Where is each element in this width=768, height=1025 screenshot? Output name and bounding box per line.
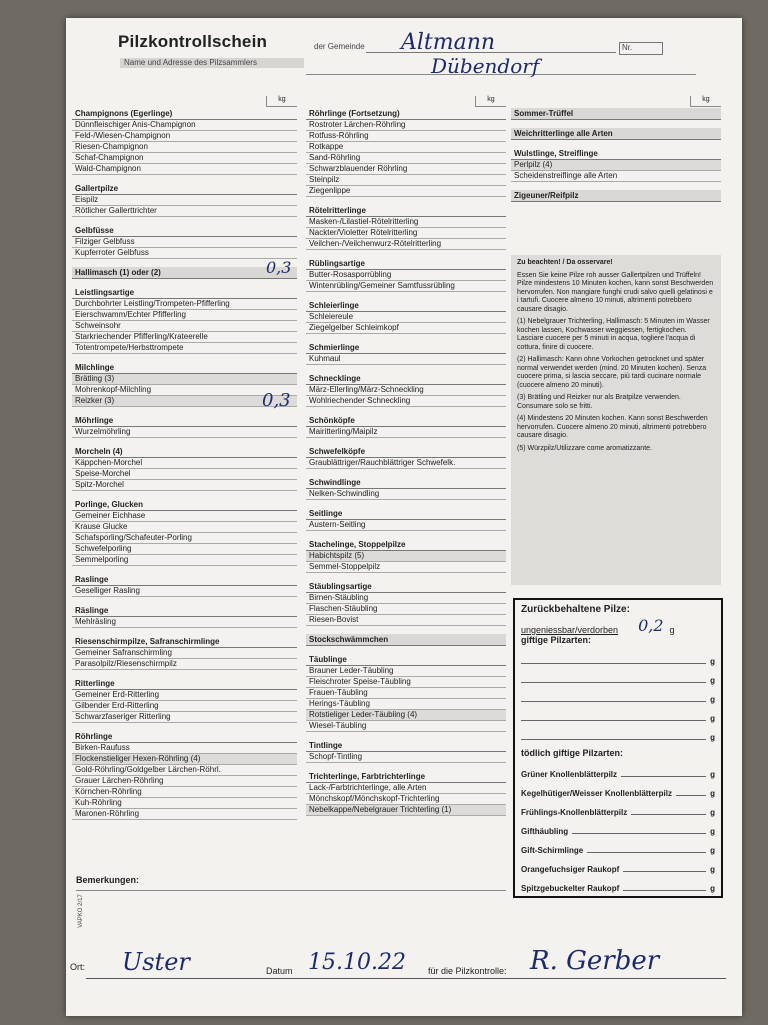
species-row[interactable]: Brauner Leder-Täubling [306, 666, 506, 677]
species-row[interactable]: Semmel-Stoppelpilz [306, 562, 506, 573]
species-row[interactable]: Riesen-Champignon [72, 142, 297, 153]
species-row[interactable]: Rotstieliger Leder-Täubling (4) [306, 710, 506, 721]
deadly-species: Kegelhütiger/Weisser Knollenblätterpilz [521, 789, 672, 798]
group-schönköpfe [306, 415, 506, 438]
group-gelbfüsse [72, 225, 297, 259]
species-row[interactable]: Eierschwamm/Echter Pfifferling [72, 310, 297, 321]
group-heading: Gallertpilze [72, 183, 297, 195]
unit-g: g [710, 789, 715, 798]
species-row[interactable]: Gilbender Erd-Ritterling [72, 701, 297, 712]
group-morcheln-4 [72, 446, 297, 491]
species-row[interactable]: Kuhmaul [306, 354, 506, 365]
group-heading: Röhrlinge [72, 731, 297, 743]
group-heading: Röhrlinge (Fortsetzung) [306, 108, 506, 120]
species-row[interactable]: Ziegenlippe [306, 186, 506, 197]
group-gallertpilze [72, 183, 297, 217]
species-row[interactable]: Schwarzfaseriger Ritterling [72, 712, 297, 723]
species-row[interactable]: Maronen-Röhrling [72, 809, 297, 820]
group-heading: Gelbfüsse [72, 225, 297, 237]
datum-label: Datum [266, 966, 293, 976]
species-row[interactable]: Perlpilz (4) [511, 160, 721, 171]
species-row[interactable]: Birnen-Stäubling [306, 593, 506, 604]
deadly-entry[interactable] [521, 836, 715, 855]
deadly-entry[interactable] [521, 779, 715, 798]
hallimasch-weight: 0,3 [266, 258, 292, 277]
species-row[interactable]: Steinpilz [306, 175, 506, 186]
species-row[interactable]: Speise-Morchel [72, 469, 297, 480]
unit-g: g [710, 695, 715, 704]
toxic-entry[interactable] [521, 647, 715, 666]
species-row[interactable]: Sand-Röhrling [306, 153, 506, 164]
deadly-title: tödlich giftige Pilzarten: [521, 748, 624, 758]
species-row[interactable]: Semmelporling [72, 555, 297, 566]
kontrolle-label: für die Pilzkontrolle: [428, 966, 507, 976]
notice-title: Zu beachten! / Da osservare! [517, 259, 613, 266]
species-row[interactable]: Gemeiner Erd-Ritterling [72, 690, 297, 701]
species-row[interactable]: Eispilz [72, 195, 297, 206]
species-row[interactable]: Riesen-Bovist [306, 615, 506, 626]
gemeinde-label: der Gemeinde [314, 42, 365, 51]
group-heading: Täublinge [306, 654, 506, 666]
inedible-label: ungeniessbar/verdorben [521, 625, 619, 635]
unit-g: g [710, 808, 715, 817]
group-heading: Stachelinge, Stoppelpilze [306, 539, 506, 551]
species-row[interactable]: Herings-Täubling [306, 699, 506, 710]
toxic-title: giftige Pilzarten: [521, 635, 592, 645]
column-left [72, 96, 297, 876]
species-row[interactable]: Geselliger Rasling [72, 586, 297, 597]
species-row[interactable]: Käppchen-Morchel [72, 458, 297, 469]
species-row[interactable]: Wurzelmöhrling [72, 427, 297, 438]
species-row[interactable]: Scheidenstreiflinge alle Arten [511, 171, 721, 182]
group-trichterlinge-farbtrichterlinge [306, 771, 506, 816]
ort-value: Uster [122, 948, 190, 976]
species-row[interactable]: Schafsporling/Schafeuter-Porling [72, 533, 297, 544]
species-row[interactable]: Habichtspilz (5) [306, 551, 506, 562]
group-hallimasch-1-oder-2 [72, 267, 297, 279]
species-row[interactable]: Spitz-Morchel [72, 480, 297, 491]
group-heading: Leistlingsartige [72, 287, 297, 299]
group-rötelritterlinge [306, 205, 506, 250]
group-schwindlinge [306, 477, 506, 500]
species-row[interactable]: Reizker (3) [72, 396, 297, 407]
species-row[interactable]: Nackter/Violetter Rötelritterling [306, 228, 506, 239]
unit-g: g [710, 846, 715, 855]
column-middle [306, 96, 506, 876]
group-ritterlinge [72, 678, 297, 723]
species-row[interactable]: Ziegelgelber Schleimkopf [306, 323, 506, 334]
species-row[interactable]: Grauer Lärchen-Röhrling [72, 776, 297, 787]
group-röhrlinge-fortsetzung [306, 108, 506, 197]
column-right [511, 96, 721, 246]
deadly-species: Grüner Knollenblätterpilz [521, 770, 618, 779]
group-heading: Hallimasch (1) oder (2) [72, 267, 297, 279]
unit-g: g [710, 884, 715, 893]
group-täublinge [306, 654, 506, 732]
group-heading: Schwindlinge [306, 477, 506, 489]
name-label: Name und Adresse des Pilzsammlers [120, 58, 304, 68]
species-row[interactable]: Feld-/Wiesen-Champignon [72, 131, 297, 142]
notice-p1: Essen Sie keine Pilze roh ausser Gallertpilzen und Trüffeln! Pilze mindestens 10 Minuten kochen, kann sonst Beschwerden hervorrufen. Non mangiare funghi crudi salvo quelli gelatinosi e i tartufi. Cuocere almeno 10 minuti, altrimenti potrebbero causare disagio. [517, 271, 714, 313]
group-heading: Stäublingsartige [306, 581, 506, 593]
group-schwefelköpfe [306, 446, 506, 469]
toxic-entry[interactable] [521, 666, 715, 685]
species-row[interactable]: Flockenstieliger Hexen-Röhrling (4) [72, 754, 297, 765]
handwritten-address: Dübendorf [431, 54, 540, 78]
group-stäublingsartige [306, 581, 506, 626]
group-heading: Rötelritterlinge [306, 205, 506, 217]
kg-header: kg [475, 96, 506, 107]
species-row[interactable]: Veilchen-/Veilchenwurz-Rötelritterling [306, 239, 506, 250]
deadly-entry[interactable] [521, 798, 715, 817]
retained-mushrooms-box [513, 598, 723, 898]
species-row[interactable]: Schweinsohr [72, 321, 297, 332]
group-möhrlinge [72, 415, 297, 438]
group-heading: Champignons (Egerlinge) [72, 108, 297, 120]
reizker-weight: 0,3 [262, 390, 291, 411]
group-heading: Trichterlinge, Farbtrichterlinge [306, 771, 506, 783]
inedible-unit: g [669, 625, 675, 635]
species-row[interactable]: Schwefelporling [72, 544, 297, 555]
group-schleierlinge [306, 300, 506, 334]
group-tintlinge [306, 740, 506, 763]
group-heading: Riesenschirmpilze, Safranschirmlinge [72, 636, 297, 648]
species-row[interactable]: Wintenrübling/Gemeiner Samtfussrübling [306, 281, 506, 292]
form-code: VAPKO 2/17 [77, 894, 84, 928]
notice-p3: (2) Hallimasch: Kann ohne Vorkochen getrocknet und später normal verwendet werden (mind. 20 Minuten kochen). Senza cuocere prima, si lascia seccare, più tardi cucinare normale (cuocere almeno 20 minuti). [517, 356, 707, 389]
group-sommer-trüffel [511, 108, 721, 120]
unit-g: g [710, 714, 715, 723]
group-schnecklinge [306, 373, 506, 407]
group-heading: Seitlinge [306, 508, 506, 520]
species-row[interactable]: Lack-/Farbtrichterlinge, alle Arten [306, 783, 506, 794]
notice-panel [511, 255, 721, 585]
species-row[interactable]: Frauen-Täubling [306, 688, 506, 699]
species-row[interactable]: Mehlräsling [72, 617, 297, 628]
group-röhrlinge [72, 731, 297, 820]
notice-p4: (3) Brätling und Reizker nur als Bratpilze verwenden. Consumare solo se fritti. [517, 394, 681, 410]
footer-line [86, 978, 726, 979]
species-row[interactable]: Birken-Raufuss [72, 743, 297, 754]
species-row[interactable]: Krause Glucke [72, 522, 297, 533]
species-row[interactable]: Gemeiner Safranschirmling [72, 648, 297, 659]
deadly-species: Frühlings-Knollenblätterpilz [521, 808, 628, 817]
group-heading: Schmierlinge [306, 342, 506, 354]
species-row[interactable]: Rötlicher Gallerttrichter [72, 206, 297, 217]
group-heading: Raslinge [72, 574, 297, 586]
retained-title: Zurückbehaltene Pilze: [521, 604, 630, 615]
kg-header: kg [266, 96, 297, 107]
group-heading: Räslinge [72, 605, 297, 617]
species-row[interactable]: Schopf-Tintling [306, 752, 506, 763]
group-heading: Morcheln (4) [72, 446, 297, 458]
species-row[interactable]: Schaf-Champignon [72, 153, 297, 164]
group-rüblingsartige [306, 258, 506, 292]
toxic-entry[interactable] [521, 704, 715, 723]
group-stockschwämmchen [306, 634, 506, 646]
group-zigeuner-reifpilz [511, 190, 721, 202]
species-row[interactable]: Wiesel-Täubling [306, 721, 506, 732]
ort-label: Ort: [70, 962, 85, 972]
group-heading: Zigeuner/Reifpilz [511, 190, 721, 202]
species-row[interactable]: Nebelkappe/Nebelgrauer Trichterling (1) [306, 805, 506, 816]
group-leistlingsartige [72, 287, 297, 354]
species-row[interactable]: Totentrompete/Herbsttrompete [72, 343, 297, 354]
group-wulstlinge-streiflinge [511, 148, 721, 182]
deadly-entry[interactable] [521, 817, 715, 836]
unit-g: g [710, 733, 715, 742]
unit-g: g [710, 676, 715, 685]
group-heading: Schleierlinge [306, 300, 506, 312]
group-heading: Milchlinge [72, 362, 297, 374]
group-heading: Weichritterlinge alle Arten [511, 128, 721, 140]
group-heading: Ritterlinge [72, 678, 297, 690]
group-heading: Tintlinge [306, 740, 506, 752]
unit-g: g [710, 657, 715, 666]
species-row[interactable]: Mohrenkopf-Milchling [72, 385, 297, 396]
kg-header: kg [690, 96, 721, 107]
species-row[interactable]: Fleischroter Speise-Täubling [306, 677, 506, 688]
unit-g: g [710, 770, 715, 779]
handwritten-name: Altmann [401, 30, 496, 55]
group-heading: Wulstlinge, Streiflinge [511, 148, 721, 160]
notice-p2: (1) Nebelgrauer Trichterling, Hallimasch: 5 Minuten im Wasser kochen lassen, Kochwasser weggiessen, fertigkochen. Lasciare cuocere per 5 minuti in acqua, togliere l'acqua di cottura, finire di cuocere. [517, 318, 710, 351]
unit-g: g [710, 827, 715, 836]
species-row[interactable]: Gemeiner Eichhase [72, 511, 297, 522]
species-row[interactable]: Masken-/Lilastiel-Rötelritterling [306, 217, 506, 228]
species-row[interactable]: Starkriechender Pfifferling/Krateerelle [72, 332, 297, 343]
group-heading: Schönköpfe [306, 415, 506, 427]
remarks-field[interactable] [76, 890, 506, 941]
notice-p6: (5) Würzpilz/Utilizzare come aromatizzante. [517, 444, 652, 452]
group-heading: Porlinge, Glucken [72, 499, 297, 511]
unit-g: g [710, 865, 715, 874]
species-row[interactable]: Rotkappe [306, 142, 506, 153]
species-row[interactable]: Kupferroter Gelbfuss [72, 248, 297, 259]
group-champignons-egerlinge [72, 108, 297, 175]
group-heading: Rüblingsartige [306, 258, 506, 270]
group-heading: Schnecklinge [306, 373, 506, 385]
page-title: Pilzkontrollschein [118, 32, 268, 51]
species-row[interactable]: Kuh-Röhrling [72, 798, 297, 809]
species-row[interactable]: Gold-Röhrling/Goldgelber Lärchen-Röhrl. [72, 765, 297, 776]
controller-signature: R. Gerber [530, 946, 660, 976]
species-row[interactable]: Brätling (3) [72, 374, 297, 385]
species-row[interactable]: Durchbohrter Leistling/Trompeten-Pfifferling [72, 299, 297, 310]
group-stachelinge-stoppelpilze [306, 539, 506, 573]
species-row[interactable]: Nelken-Schwindling [306, 489, 506, 500]
group-raslinge [72, 574, 297, 597]
species-row[interactable]: Parasolpilz/Riesenschirmpilz [72, 659, 297, 670]
species-row[interactable]: Austern-Seitling [306, 520, 506, 531]
species-row[interactable]: Flaschen-Stäubling [306, 604, 506, 615]
species-row[interactable]: Butter-Rosasporrübling [306, 270, 506, 281]
group-seitlinge [306, 508, 506, 531]
deadly-species: Spitzgebuckelter Raukopf [521, 884, 620, 893]
nr-field[interactable]: Nr. [619, 42, 663, 55]
group-heading: Schwefelköpfe [306, 446, 506, 458]
species-row[interactable]: Wohlriechender Schneckling [306, 396, 506, 407]
deadly-entry[interactable] [521, 760, 715, 779]
control-sheet [66, 18, 742, 1016]
species-row[interactable]: Graublättriger/Rauchblättriger Schwefelk. [306, 458, 506, 469]
species-row[interactable]: Körnchen-Röhrling [72, 787, 297, 798]
deadly-entry[interactable] [521, 855, 715, 874]
species-row[interactable]: Rotfuss-Röhrling [306, 131, 506, 142]
species-row[interactable]: Mönchskopf/Mönchskopf-Trichterling [306, 794, 506, 805]
notice-p5: (4) Mindestens 20 Minuten kochen. Kann sonst Beschwerden hervorrufen. Cuocere almeno 20 minuti, altrimenti potrebbero causare disagio. [517, 415, 708, 439]
group-riesenschirmpilze-safranschirmlinge [72, 636, 297, 670]
toxic-entry[interactable] [521, 685, 715, 704]
group-heading: Möhrlinge [72, 415, 297, 427]
toxic-entry[interactable] [521, 723, 715, 742]
group-porlinge-glucken [72, 499, 297, 566]
deadly-species: Gift-Schirmlinge [521, 846, 584, 855]
remarks-label: Bemerkungen: [76, 875, 140, 885]
species-row[interactable]: Schwarzblauender Röhrling [306, 164, 506, 175]
group-räslinge [72, 605, 297, 628]
group-weichritterlinge-alle-arten [511, 128, 721, 140]
species-row[interactable]: Schleiereule [306, 312, 506, 323]
group-schmierlinge [306, 342, 506, 365]
deadly-species: Gifthäubling [521, 827, 569, 836]
species-row[interactable]: Filziger Gelbfuss [72, 237, 297, 248]
species-row[interactable]: Dünnfleischiger Anis-Champignon [72, 120, 297, 131]
species-row[interactable]: Wald-Champignon [72, 164, 297, 175]
datum-value: 15.10.22 [308, 950, 406, 975]
group-heading: Sommer-Trüffel [511, 108, 721, 120]
group-heading: Stockschwämmchen [306, 634, 506, 646]
species-row[interactable]: März-Ellerling/März-Schneckling [306, 385, 506, 396]
deadly-entry[interactable] [521, 874, 715, 893]
species-row[interactable]: Mairitterling/Maipilz [306, 427, 506, 438]
inedible-weight: 0,2 [638, 616, 664, 635]
species-row[interactable]: Rostroter Lärchen-Röhrling [306, 120, 506, 131]
deadly-species: Orangefuchsiger Raukopf [521, 865, 620, 874]
